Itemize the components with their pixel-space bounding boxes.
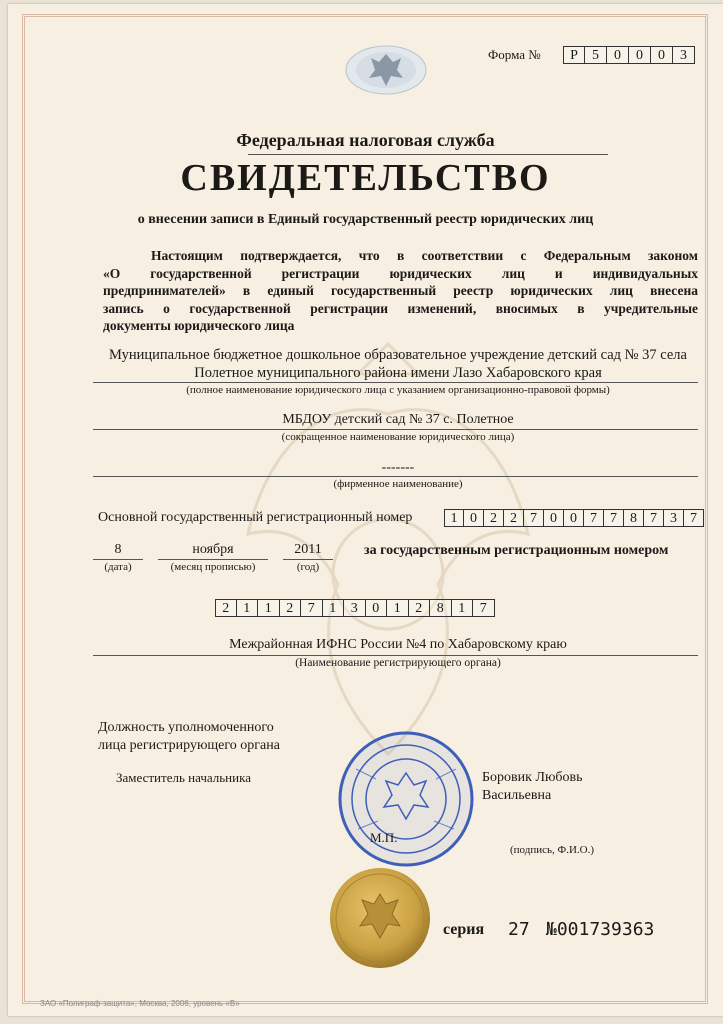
certificate-paper (8, 4, 723, 1016)
grn-digit: 1 (258, 599, 280, 617)
intro-line: документы юридического лица (103, 318, 295, 333)
ogrn-digit: 3 (664, 509, 684, 527)
short-name-caption: (сокращенное наименование юридического лица) (281, 431, 515, 443)
form-digit: Р (563, 46, 585, 64)
ogrn-label: Основной государственный регистрационный номер (98, 510, 413, 525)
grn-digit: 1 (452, 599, 474, 617)
form-digit: 3 (673, 46, 695, 64)
official-stamp-icon (336, 729, 476, 869)
grn-digit: 0 (366, 599, 388, 617)
grn-digit: 1 (387, 599, 409, 617)
full-name-line-1: Муниципальное бюджетное дошкольное образовательное учреждение детский сад № 37 села (109, 347, 687, 363)
position-label-2: лица регистрирующего органа (98, 738, 280, 753)
service-name: Федеральная налоговая служба (236, 130, 495, 150)
registering-authority: Межрайонная ИФНС России №4 по Хабаровскому краю (229, 637, 567, 652)
gold-seal-icon (328, 866, 432, 970)
ogrn-digit: 0 (564, 509, 584, 527)
form-digit: 0 (607, 46, 629, 64)
firm-name: ------- (381, 460, 415, 475)
seal-place-label: М.П. (370, 830, 398, 845)
grn-cells (215, 599, 495, 617)
full-name-line-2: Полетное муниципального района имени Лазо Хабаровского края (194, 365, 602, 381)
document-title: СВИДЕТЕЛЬСТВО (180, 157, 551, 199)
intro-line: предпринимателей» в единый государственный реестр юридических лиц внесена (103, 283, 698, 298)
series-code: №001739363 (546, 919, 655, 940)
intro-line: Настоящим подтверждается, что в соответствии с Федеральным законом (151, 248, 698, 263)
date-day: 8 (114, 542, 122, 557)
grn-digit: 8 (430, 599, 452, 617)
form-label: Форма № (488, 47, 541, 62)
ogrn-digit: 2 (484, 509, 504, 527)
signature-caption: (подпись, Ф.И.О.) (510, 844, 594, 856)
form-digit: 0 (629, 46, 651, 64)
series-label: серия (443, 921, 485, 938)
ogrn-digit: 7 (524, 509, 544, 527)
grn-digit: 1 (237, 599, 259, 617)
ogrn-digit: 1 (444, 509, 464, 527)
ogrn-digit: 0 (544, 509, 564, 527)
firm-name-caption: (фирменное наименование) (333, 478, 463, 490)
coat-of-arms-icon (343, 44, 429, 96)
grn-label: за государственным регистрационным номером (364, 543, 669, 558)
date-month: ноября (192, 542, 234, 557)
form-number-cells (563, 46, 695, 64)
full-name-caption: (полное наименование юридического лица с указанием организационно-правовой формы) (186, 384, 610, 396)
grn-digit: 2 (280, 599, 302, 617)
ogrn-digit: 8 (624, 509, 644, 527)
ogrn-digit: 7 (584, 509, 604, 527)
grn-digit: 2 (409, 599, 431, 617)
year-caption: (год) (296, 561, 320, 573)
grn-digit: 2 (215, 599, 237, 617)
day-caption: (дата) (104, 561, 132, 573)
grn-digit: 7 (301, 599, 323, 617)
intro-line: запись о государственной регистрации изменений, вносимых в учредительные (103, 300, 698, 316)
grn-digit: 3 (344, 599, 366, 617)
authority-caption: (Наименование регистрирующего органа) (295, 657, 501, 669)
month-caption: (месяц прописью) (170, 561, 256, 573)
date-year: 2011 (294, 542, 322, 557)
printer-footer: ЗАО «Полиграф-защита», Москва, 2006, уровень «В» (40, 999, 240, 1008)
ogrn-digit: 2 (504, 509, 524, 527)
position-value: Заместитель начальника (116, 770, 251, 785)
grn-digit: 7 (473, 599, 495, 617)
grn-digit: 1 (323, 599, 345, 617)
ogrn-cells (444, 509, 704, 527)
short-name: МБДОУ детский сад № 37 с. Полетное (282, 412, 514, 427)
ogrn-digit: 7 (644, 509, 664, 527)
signatory-name-1: Боровик Любовь (482, 770, 583, 785)
signatory-name-2: Васильевна (482, 788, 552, 803)
form-digit: 5 (585, 46, 607, 64)
intro-paragraph (103, 247, 698, 335)
position-label-1: Должность уполномоченного (98, 720, 274, 735)
series-number: 27 (508, 919, 530, 940)
form-digit: 0 (651, 46, 673, 64)
document-subtitle: о внесении записи в Единый государственный реестр юридических лиц (137, 212, 594, 227)
ogrn-digit: 7 (684, 509, 704, 527)
intro-line: «О государственной регистрации юридических лиц и индивидуальных (103, 265, 698, 281)
ogrn-digit: 7 (604, 509, 624, 527)
ogrn-digit: 0 (464, 509, 484, 527)
